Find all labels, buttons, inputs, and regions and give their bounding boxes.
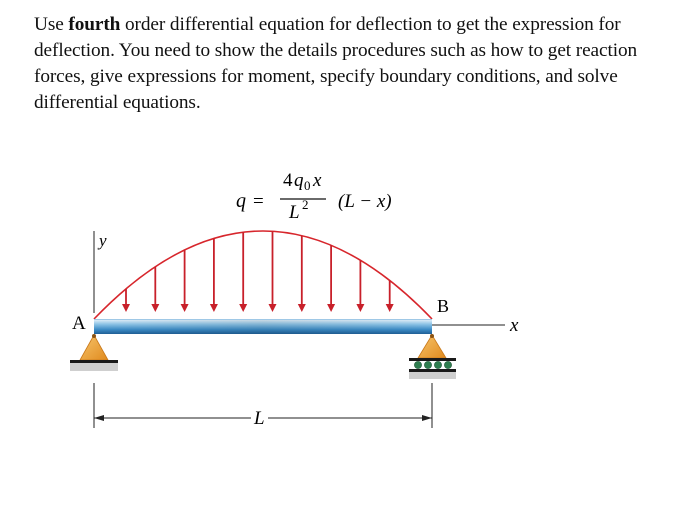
roller-3 bbox=[434, 361, 441, 368]
load-arrow-head bbox=[327, 304, 335, 312]
roller-2 bbox=[424, 361, 431, 368]
length-label: L bbox=[254, 408, 265, 429]
load-q-symbol: q bbox=[236, 190, 246, 212]
load-arrow-head bbox=[122, 304, 130, 312]
load-numerator-x: x bbox=[313, 170, 322, 191]
point-b-label: B bbox=[437, 296, 450, 316]
load-factor: (L − x) bbox=[338, 191, 392, 212]
load-equals-sign: = bbox=[253, 191, 264, 212]
load-arrows bbox=[122, 231, 394, 312]
roller-support-b bbox=[409, 334, 456, 379]
load-numerator-q: q bbox=[294, 170, 304, 191]
beam bbox=[94, 319, 432, 334]
problem-text-rest: order differential equation for deflection to get the expression for deflection. You need to show the details procedures such as how to get reaction forces, give expressions for moment, specify boundary conditions, and solve differential equations. bbox=[34, 14, 638, 113]
load-arrow-head bbox=[298, 304, 306, 312]
load-arrow-head bbox=[269, 304, 277, 312]
load-equation bbox=[236, 170, 392, 223]
dimension-l bbox=[94, 383, 432, 429]
point-a-label: A bbox=[72, 313, 86, 334]
x-axis-label: x bbox=[510, 315, 519, 336]
load-arrow-head bbox=[239, 304, 247, 312]
x-axis bbox=[432, 315, 519, 336]
load-arrow-head bbox=[151, 304, 159, 312]
load-curve bbox=[94, 231, 432, 319]
load-arrow-head bbox=[356, 304, 364, 312]
roller-4 bbox=[444, 361, 451, 368]
problem-bold-word: fourth bbox=[68, 14, 121, 35]
y-axis bbox=[94, 231, 107, 313]
load-arrow-head bbox=[386, 304, 394, 312]
roller-1 bbox=[414, 361, 421, 368]
problem-text-start: Use bbox=[34, 14, 69, 35]
load-denominator: L bbox=[289, 202, 300, 223]
load-numerator-sub: 0 bbox=[304, 178, 311, 193]
load-arrow-head bbox=[210, 304, 218, 312]
y-axis-label: y bbox=[99, 231, 107, 250]
load-numerator-coef: 4 bbox=[283, 170, 293, 191]
load-arrow-head bbox=[181, 304, 189, 312]
load-denominator-exp: 2 bbox=[302, 197, 309, 212]
pin-support-a bbox=[70, 334, 118, 371]
